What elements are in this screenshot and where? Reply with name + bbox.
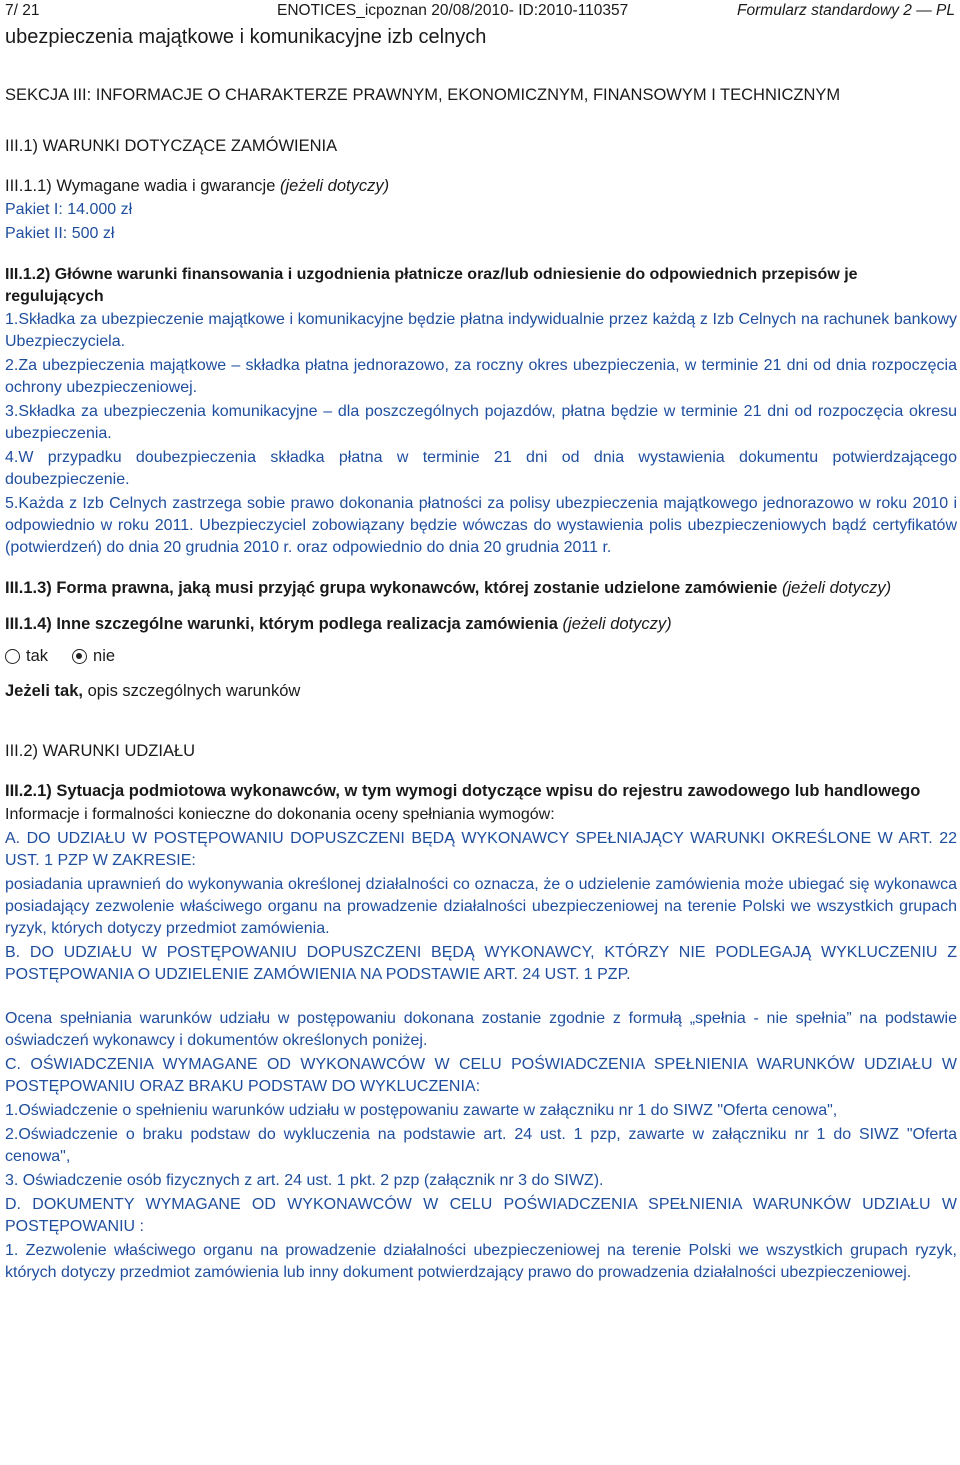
optional-note: (jeżeli dotyczy) xyxy=(280,177,390,195)
deposit-line-1: Pakiet I: 14.000 zł xyxy=(5,201,133,218)
if-yes-label: Jeżeli tak, xyxy=(5,682,83,700)
if-yes-text: opis szczególnych warunków xyxy=(87,682,301,700)
payment-clause-2: 2.Za ubezpieczenia majątkowe – składka płatna jednorazowo, za roczny okres ubezpieczenia, w terminie 21 dni od dnia rozpoczęcia ochrony ubezpieczeniowej. xyxy=(5,357,957,396)
document-page xyxy=(5,0,957,1284)
radio-yes-label: tak xyxy=(26,647,49,665)
condition-c-2: 2.Oświadczenie o braku podstaw do wykluczenia na podstawie art. 24 ust. 1 pzp, zawarte w załączniku nr 1 do SIWZ "Oferta cenowa", xyxy=(5,1126,957,1165)
section-heading: SEKCJA III: INFORMACJE O CHARAKTERZE PRAWNYM, EKONOMICZNYM, FINANSOWYM I TECHNICZNYM xyxy=(5,86,841,104)
section-III-2-1-heading: III.2.1) Sytuacja podmiotowa wykonawców, w tym wymogi dotyczące wpisu do rejestru zawodowego lub handlowego xyxy=(5,782,921,800)
payment-clause-3: 3.Składka za ubezpieczenia komunikacyjne – dla poszczególnych pojazdów, płatna będzie w terminie 21 dni od rozpoczęcia okresu ubezpieczenia. xyxy=(5,403,957,442)
condition-c: C. OŚWIADCZENIA WYMAGANE OD WYKONAWCÓW W CELU POŚWIADCZENIA SPEŁNIENIA WARUNKÓW UDZIAŁU W POSTĘPOWANIU ORAZ BRAKU PODSTAW DO WYKLUCZENIA: xyxy=(5,1056,957,1095)
radio-no-label: nie xyxy=(93,647,116,665)
radio-no[interactable] xyxy=(72,649,87,664)
condition-a-text: posiadania uprawnień do wykonywania określonej działalności co oznacza, że o udzielenie zamówienia może ubiegać się wykonawca posiadający zezwolenie właściwego organu na prowadzenie działalności ubezpieczeniowej na terenie Polski we wszystkich grupach ryzyk, których dotyczy przedmiot zamówienia. xyxy=(5,876,957,937)
payment-clause-5: 5.Każda z Izb Celnych zastrzega sobie prawo dokonania płatności za polisy ubezpieczenia majątkowego jednorazowo w roku 2010 i odpowiednio w roku 2011. Ubezpieczyciel zobowiązany będzie wówczas do wystawienia polis ubezpieczeniowych bądź certyfikatów (potwierdzeń) do dnia 20 grudnia 2010 r. oraz odpowiednio do dnia 20 grudnia 2011 r. xyxy=(5,495,957,556)
section-III-1-4-heading xyxy=(5,613,957,635)
if-yes-description xyxy=(5,680,957,702)
document-title: ubezpieczenia majątkowe i komunikacyjne izb celnych xyxy=(5,26,487,48)
payment-clause-4: 4.W przypadku doubezpieczenia składka płatna w terminie 21 dni od dnia wystawienia dokumentu potwierdzającego doubezpieczenie. xyxy=(5,449,957,488)
section-III-2-1-info: Informacje i formalności konieczne do dokonania oceny spełniania wymogów: xyxy=(5,806,555,823)
section-III-1-heading: III.1) WARUNKI DOTYCZĄCE ZAMÓWIENIA xyxy=(5,137,338,155)
page-header xyxy=(5,0,957,22)
condition-c-3: 3. Oświadczenie osób fizycznych z art. 24 ust. 1 pkt. 2 pzp (załącznik nr 3 do SIWZ). xyxy=(5,1172,604,1189)
page-number: 7/ 21 xyxy=(5,2,40,19)
section-III-1-3-heading xyxy=(5,577,957,599)
condition-d: D. DOKUMENTY WYMAGANE OD WYKONAWCÓW W CELU POŚWIADCZENIA SPEŁNIENIA WARUNKÓW UDZIAŁU W POSTĘPOWANIU : xyxy=(5,1196,957,1235)
form-type: Formularz standardowy 2 — PL xyxy=(737,2,955,19)
section-III-1-4-title: III.1.4) Inne szczególne warunki, którym podlega realizacja zamówienia xyxy=(5,615,558,633)
notice-id: ENOTICES_icpoznan 20/08/2010- ID:2010-110357 xyxy=(277,2,629,19)
assessment-text: Ocena spełniania warunków udziału w postępowaniu dokonana zostanie zgodnie z formułą „spełnia - nie spełnia” na podstawie oświadczeń wykonawcy i dokumentów określonych poniżej. xyxy=(5,1010,957,1049)
condition-d-1: 1. Zezwolenie właściwego organu na prowadzenie działalności ubezpieczeniowej na terenie Polski we wszystkich grupach ryzyk, których dotyczy przedmiot zamówienia lub inny dokument potwierdzający prawo do prowadzenia działalności ubezpieczeniowej. xyxy=(5,1242,957,1281)
section-III-2-heading: III.2) WARUNKI UDZIAŁU xyxy=(5,742,196,760)
condition-c-1: 1.Oświadczenie o spełnieniu warunków udziału w postępowaniu zawarte w załączniku nr 1 do SIWZ "Oferta cenowa", xyxy=(5,1102,838,1119)
optional-note: (jeżeli dotyczy) xyxy=(562,615,672,633)
condition-a: A. DO UDZIAŁU W POSTĘPOWANIU DOPUSZCZENI BĘDĄ WYKONAWCY SPEŁNIAJĄCY WARUNKI OKREŚLONE W ART. 22 UST. 1 PZP W ZAKRESIE: xyxy=(5,830,957,869)
optional-note: (jeżeli dotyczy) xyxy=(781,579,892,597)
condition-b: B. DO UDZIAŁU W POSTĘPOWANIU DOPUSZCZENI BĘDĄ WYKONAWCY, KTÓRZY NIE PODLEGAJĄ WYKLUCZENIU Z POSTĘPOWANIA O UDZIELENIE ZAMÓWIENIA NA PODSTAWIE ART. 24 UST. 1 PZP. xyxy=(5,944,957,983)
deposit-line-2: Pakiet II: 500 zł xyxy=(5,225,115,242)
section-III-1-3-title: III.1.3) Forma prawna, jaką musi przyjąć grupa wykonawców, której zostanie udzielone zamówienie xyxy=(5,579,778,597)
radio-yes[interactable] xyxy=(5,649,20,664)
section-III-1-1-title: III.1.1) Wymagane wadia i gwarancje xyxy=(5,177,276,195)
payment-clause-1: 1.Składka za ubezpieczenie majątkowe i komunikacyjne będzie płatna indywidualnie przez każdą z Izb Celnych na rachunek bankowy Ubezpieczyciela. xyxy=(5,311,957,350)
special-conditions-radio-group xyxy=(5,647,957,666)
section-III-1-2-heading: III.1.2) Główne warunki finansowania i uzgodnienia płatnicze oraz/lub odniesienie do odpowiednich przepisów je regulujących xyxy=(5,266,858,305)
section-III-1-1-heading xyxy=(5,175,957,197)
